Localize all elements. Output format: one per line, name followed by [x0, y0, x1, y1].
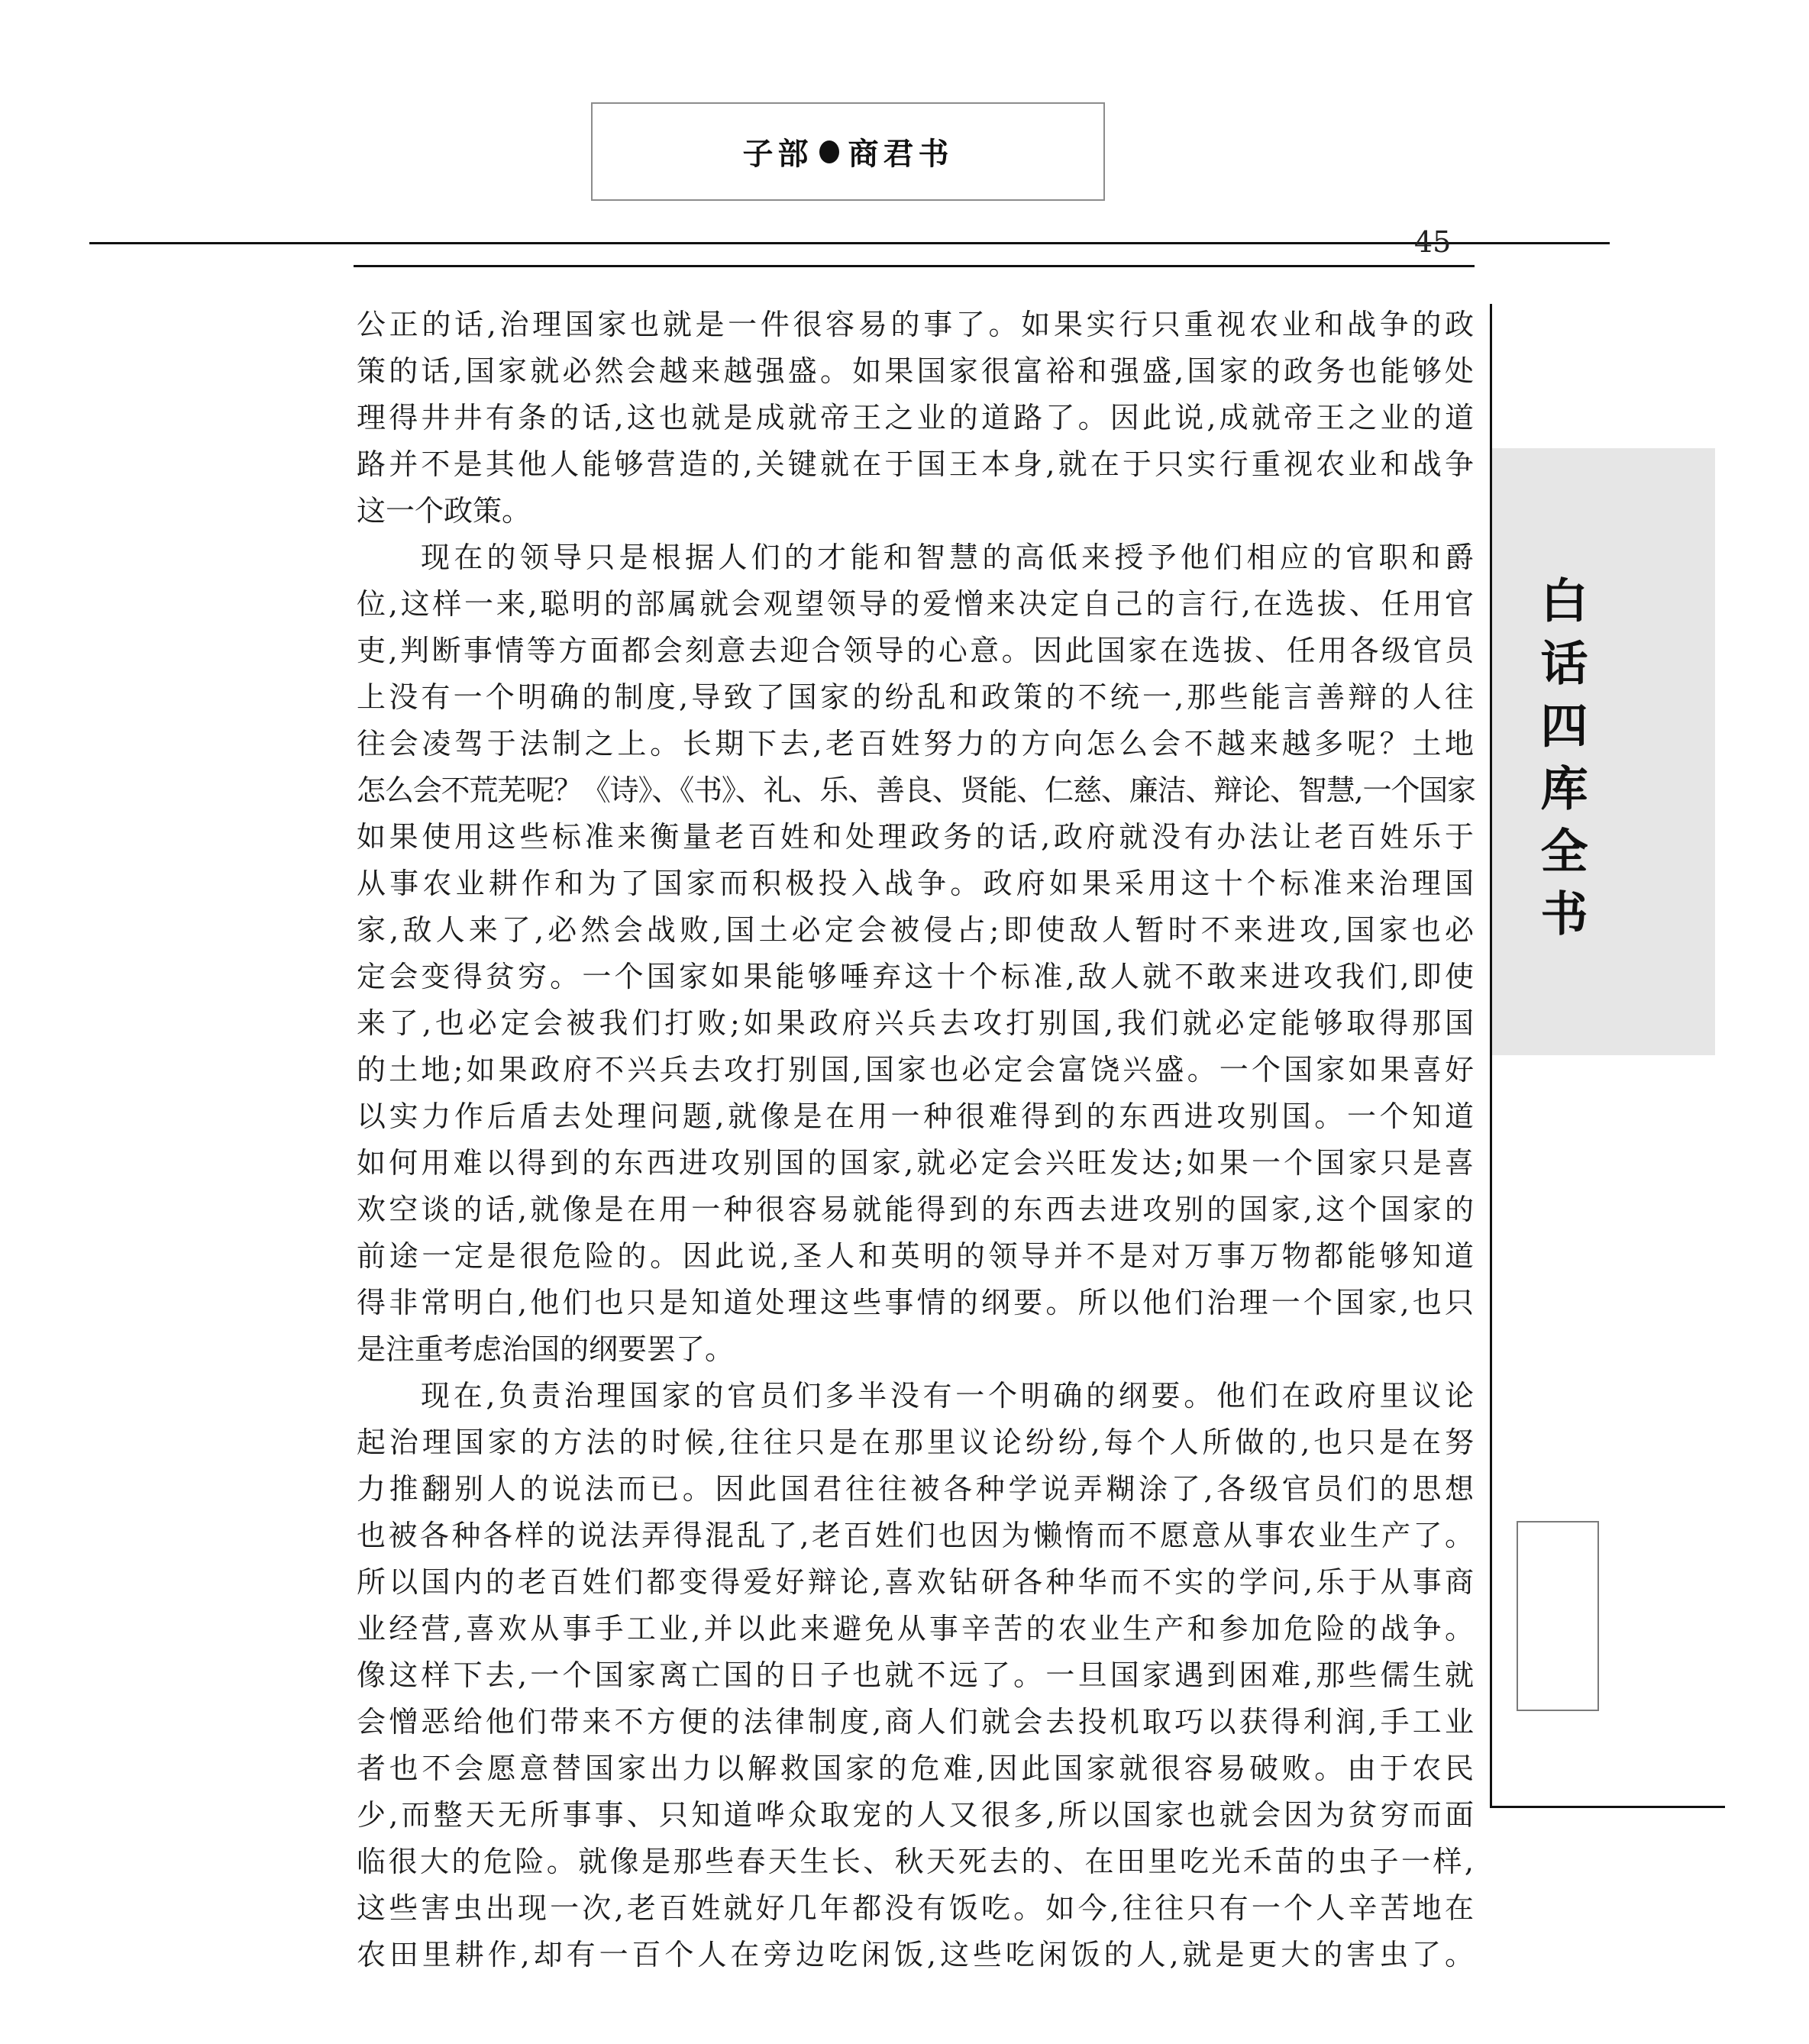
text-line: 从事农业耕作和为了国家而积极投入战争。政府如果采用这十个标准来治理国 — [357, 867, 1474, 900]
header-rule — [89, 242, 1610, 244]
bullet-dot-icon — [819, 140, 839, 163]
text-line: 的土地;如果政府不兴兵去攻打别国,国家也必定会富饶兴盛。一个国家如果喜好 — [357, 1053, 1474, 1087]
text-line: 少,而整天无所事事、只知道哗众取宠的人又很多,所以国家也就会因为贫穷而面 — [357, 1798, 1474, 1832]
text-line: 会憎恶给他们带来不方便的法律制度,商人们就会去投机取巧以获得利润,手工业 — [357, 1705, 1474, 1739]
text-line: 欢空谈的话,就像是在用一种很容易就能得到的东西去进攻别的国家,这个国家的 — [357, 1193, 1474, 1226]
text-line: 位,这样一来,聪明的部属就会观望领导的爱憎来决定自己的言行,在选拔、任用官 — [357, 587, 1474, 621]
text-line: 起治理国家的方法的时候,往往只是在那里议论纷纷,每个人所做的,也只是在努 — [357, 1426, 1474, 1459]
text-line: 得非常明白,他们也只是知道处理这些事情的纲要。所以他们治理一个国家,也只 — [357, 1286, 1474, 1319]
text-line: 前途一定是很危险的。因此说,圣人和英明的领导并不是对万事万物都能够知道 — [357, 1239, 1474, 1273]
text-line: 现在的领导只是根据人们的才能和智慧的高低来授予他们相应的官职和爵 — [421, 541, 1474, 574]
text-line: 像这样下去,一个国家离亡国的日子也就不远了。一旦国家遇到困难,那些儒生就 — [357, 1658, 1474, 1692]
text-line: 者也不会愿意替国家出力以解救国家的危难,因此国家就很容易破败。由于农民 — [357, 1752, 1474, 1785]
text-line: 所以国内的老百姓们都变得爱好辩论,喜欢钻研各种华而不实的学问,乐于从事商 — [357, 1565, 1474, 1599]
margin-rule-vertical — [1490, 304, 1492, 1807]
header-section-label: 子部 — [742, 137, 813, 172]
header-book-title: 商君书 — [848, 137, 954, 172]
paragraph — [357, 1373, 1474, 1978]
text-line: 如果使用这些标准来衡量老百姓和处理政务的话,政府就没有办法让老百姓乐于 — [357, 820, 1474, 854]
text-line: 如何用难以得到的东西进攻别国的国家,就必定会兴旺发达;如果一个国家只是喜 — [357, 1146, 1474, 1180]
text-line: 农田里耕作,却有一百个人在旁边吃闲饭,这些吃闲饭的人,就是更大的害虫了。 — [357, 1938, 1474, 1971]
text-line: 理得井井有条的话,这也就是成就帝王之业的道路了。因此说,成就帝王之业的道 — [357, 401, 1474, 434]
running-header — [591, 102, 1105, 201]
text-line: 公正的话,治理国家也就是一件很容易的事了。如果实行只重视农业和战争的政 — [357, 308, 1474, 341]
text-top-rule — [354, 265, 1475, 267]
series-title: 白话四库全书 — [1533, 576, 1588, 951]
text-line: 也被各种各样的说法弄得混乱了,老百姓们也因为懒惰而不愿意从事农业生产了。 — [357, 1519, 1474, 1552]
text-line: 来了,也必定会被我们打败;如果政府兴兵去攻打别国,我们就必定能够取得那国 — [357, 1006, 1474, 1040]
paragraph — [357, 302, 1474, 534]
page-number: 45 — [1414, 225, 1452, 259]
text-line: 定会变得贫穷。一个国家如果能够唾弃这十个标准,敌人就不敢来进攻我们,即使 — [357, 960, 1474, 993]
text-line: 是注重考虑治国的纲要罢了。 — [357, 1332, 735, 1366]
margin-rule-bottom — [1490, 1806, 1725, 1808]
body-text — [357, 302, 1474, 1978]
text-line: 这一个政策。 — [357, 494, 531, 528]
text-line: 家,敌人来了,必然会战败,国土必定会被侵占;即使敌人暂时不来进攻,国家也必 — [357, 913, 1474, 947]
text-line: 这些害虫出现一次,老百姓就好几年都没有饭吃。如今,往往只有一个人辛苦地在 — [357, 1891, 1474, 1925]
text-line: 业经营,喜欢从事手工业,并以此来避免从事辛苦的农业生产和参加危险的战争。 — [357, 1612, 1474, 1645]
text-line: 策的话,国家就必然会越来越强盛。如果国家很富裕和强盛,国家的政务也能够处 — [357, 354, 1474, 388]
text-line: 怎么会不荒芜呢？《诗》、《书》、礼、乐、善良、贤能、仁慈、廉洁、辩论、智慧,一个国家 — [357, 773, 1474, 807]
text-line: 往会凌驾于法制之上。长期下去,老百姓努力的方向怎么会不越来越多呢？土地 — [357, 727, 1474, 760]
text-line: 临很大的危险。就像是那些春天生长、秋天死去的、在田里吃光禾苗的虫子一样, — [357, 1845, 1474, 1878]
text-line: 现在,负责治理国家的官员们多半没有一个明确的纲要。他们在政府里议论 — [421, 1379, 1474, 1413]
text-line: 以实力作后盾去处理问题,就像是在用一种很难得到的东西进攻别国。一个知道 — [357, 1099, 1474, 1133]
thumb-index-box — [1517, 1521, 1599, 1711]
paragraph — [357, 534, 1474, 1373]
text-line: 路并不是其他人能够营造的,关键就在于国王本身,就在于只实行重视农业和战争 — [357, 447, 1474, 481]
text-line: 吏,判断事情等方面都会刻意去迎合领导的心意。因此国家在选拔、任用各级官员 — [357, 634, 1474, 667]
text-line: 上没有一个明确的制度,导致了国家的纷乱和政策的不统一,那些能言善辩的人往 — [357, 680, 1474, 714]
text-line: 力推翻别人的说法而已。因此国君往往被各种学说弄糊涂了,各级官员们的思想 — [357, 1472, 1474, 1506]
side-tab — [1492, 448, 1715, 1055]
